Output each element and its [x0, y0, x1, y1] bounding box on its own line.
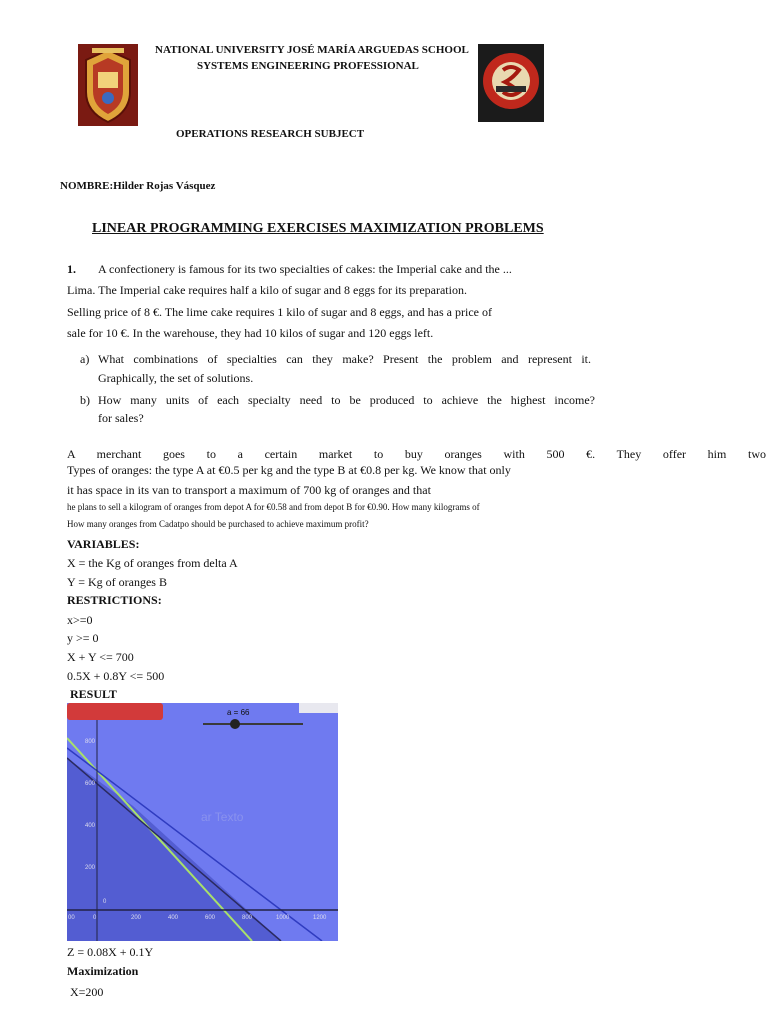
exercise-number: 1.: [67, 262, 76, 276]
y-tick-label: 0: [103, 899, 107, 905]
x-tick-label: 1000: [276, 915, 290, 921]
toolbar-bar: [67, 703, 163, 720]
result-heading: RESULT: [70, 687, 117, 701]
exercise2-line: Types of oranges: the type A at €0.5 per kg and the type B at €0.8 per kg. We know that only: [67, 463, 511, 477]
question-marker: b): [80, 393, 90, 407]
x-tick-label: 1200: [313, 915, 327, 921]
restriction-item: y >= 0: [67, 631, 99, 645]
x-value: X=200: [70, 985, 104, 999]
question-text: Graphically, the set of solutions.: [98, 371, 254, 385]
question-text: for sales?: [98, 411, 144, 425]
x-tick-label: 600: [205, 915, 216, 921]
y-tick-label: 800: [85, 739, 96, 745]
exercise2-line: How many oranges from Cadatpo should be purchased to achieve maximum profit?: [67, 519, 369, 529]
question-marker: a): [80, 352, 90, 366]
y-tick-label: 200: [85, 865, 96, 871]
exercise2-line: he plans to sell a kilogram of oranges from depot A for €0.58 and from depot B for €0.90. How many kilograms of: [67, 502, 480, 512]
graph-window-controls: [299, 703, 338, 713]
watermark-text: ar Texto: [201, 810, 244, 824]
restriction-item: x>=0: [67, 613, 93, 627]
exercise1-line: sale for 10 €. In the warehouse, they had 10 kilos of sugar and 120 eggs left.: [67, 326, 434, 340]
exercise1-line: A confectionery is famous for its two specialties of cakes: the Imperial cake and the ...: [98, 262, 512, 276]
header-line-2: SYSTEMS ENGINEERING PROFESSIONAL: [197, 60, 419, 72]
variable-item: X = the Kg of oranges from delta A: [67, 556, 238, 570]
restrictions-heading: RESTRICTIONS:: [67, 593, 162, 607]
x-tick-label: 0: [93, 915, 97, 921]
engineering-school-logo: [478, 44, 544, 122]
y-tick-label: 600: [85, 781, 96, 787]
maximization-label: Maximization: [67, 964, 139, 978]
x-tick-label: 800: [242, 915, 253, 921]
x-tick-label: 400: [168, 915, 179, 921]
variables-heading: VARIABLES:: [67, 537, 140, 551]
header-line-1: NATIONAL UNIVERSITY JOSÉ MARÍA ARGUEDAS SCHOOL: [155, 44, 469, 56]
exercise1-line: Selling price of 8 €. The lime cake requires 1 kilo of sugar and 8 eggs, and has a price of: [67, 305, 492, 319]
page-title: LINEAR PROGRAMMING EXERCISES MAXIMIZATION PROBLEMS: [92, 221, 544, 236]
exercise2-line: it has space in its van to transport a maximum of 700 kg of oranges and that: [67, 483, 431, 497]
exercise1-line: Lima. The Imperial cake requires half a kilo of sugar and 8 eggs for its preparation.: [67, 283, 467, 297]
x-tick-label: 00: [68, 915, 75, 921]
y-tick-label: 400: [85, 823, 96, 829]
slider-handle: [230, 719, 240, 729]
variable-item: Y = Kg of oranges B: [67, 575, 167, 589]
feasible-region-graph: [67, 703, 338, 941]
student-name: NOMBRE:Hilder Rojas Vásquez: [60, 180, 216, 192]
question-text: What combinations of specialties can they make? Present the problem and represent it.: [98, 352, 591, 366]
question-text: How many units of each specialty need to be produced to achieve the highest income?: [98, 393, 595, 407]
restriction-item: X + Y <= 700: [67, 650, 134, 664]
slider-label: a = 66: [227, 708, 250, 717]
restriction-item: 0.5X + 0.8Y <= 500: [67, 669, 165, 683]
exercise2-line: A merchant goes to a certain market to buy oranges with 500 €. They offer him two: [67, 447, 766, 461]
university-seal-logo: [78, 44, 138, 126]
x-tick-label: 200: [131, 915, 142, 921]
subject-title: OPERATIONS RESEARCH SUBJECT: [176, 128, 365, 140]
objective-function: Z = 0.08X + 0.1Y: [67, 945, 154, 959]
